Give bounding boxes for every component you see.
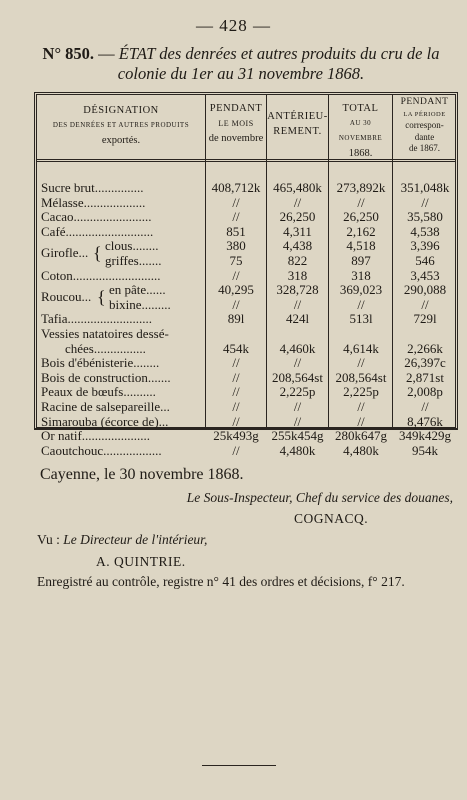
place-date: Cayenne, le 30 novembre 1868. <box>40 466 244 483</box>
cell-periode: 4,538 <box>410 223 440 239</box>
row-label: Sucre brut............... <box>41 181 144 195</box>
brace-icon: { <box>93 243 102 264</box>
header-pendant-mois-l2: LE MOIS <box>218 119 254 128</box>
vu-prefix: Vu : <box>37 532 60 547</box>
cell-mois: 25k493g <box>213 428 259 444</box>
row-label: Coton........................... <box>41 268 161 283</box>
director-name: A. QUINTRIE. <box>96 554 186 569</box>
cell-total: 26,250 <box>343 209 379 225</box>
table-row <box>37 429 455 444</box>
cell-periode: 2,871st <box>406 369 444 385</box>
row-label: Simarouba (écorce de)... <box>41 414 169 429</box>
group-label-girofle: Girofle... <box>41 245 89 261</box>
cell-anterieur: 4,438 <box>282 238 313 254</box>
cell-mois: // <box>232 442 240 458</box>
table-row <box>37 312 455 327</box>
title-dash: — <box>98 44 115 63</box>
cell-periode: 349k429g <box>399 428 451 444</box>
table-row <box>37 210 455 225</box>
header-pendant-periode-l4: dante <box>414 131 435 142</box>
cell-mois: 454k <box>223 340 249 356</box>
cell-anterieur: 255k454g <box>271 428 324 444</box>
row-label: Racine de salsepareille... <box>41 399 170 414</box>
table-row <box>37 254 455 269</box>
cell-anterieur: // <box>293 296 302 312</box>
header-designation-l2: DES DENRÉES ET AUTRES PRODUITS <box>52 121 190 129</box>
cell-mois: // <box>232 413 240 429</box>
cell-mois: // <box>232 209 240 225</box>
cell-total: 4,614k <box>343 340 379 356</box>
cell-total: 4,518 <box>346 238 376 254</box>
table-row <box>37 400 455 415</box>
cell-anterieur: // <box>293 355 302 371</box>
header-designation <box>37 103 205 148</box>
cell-total: // <box>357 413 365 429</box>
table-bottom-rule <box>34 428 458 429</box>
title-line-2: colonie du 1er au 31 novembre 1868. <box>117 64 365 83</box>
table-row <box>37 342 455 357</box>
cell-anterieur: 4,480k <box>279 442 316 458</box>
table-row <box>37 385 455 400</box>
brace-icon: { <box>97 287 106 308</box>
cell-total: 513l <box>349 311 373 327</box>
cell-anterieur: 208,564st <box>272 369 323 385</box>
page-number: — 428 — <box>196 16 271 35</box>
cell-mois: 40,295 <box>218 282 254 298</box>
signer-name: COGNACQ. <box>294 511 369 526</box>
header-anterieurement <box>267 109 328 139</box>
cell-total: 897 <box>351 252 371 268</box>
cell-mois: 380 <box>226 238 246 254</box>
cell-periode: 2,008p <box>407 384 443 400</box>
cell-total: // <box>357 355 365 371</box>
cell-anterieur: // <box>293 398 302 414</box>
header-pendant-periode-l2: LA PÉRIODE <box>403 110 446 118</box>
table-row <box>37 327 455 342</box>
row-label: Vessies natatoires dessé- <box>41 326 169 341</box>
row-label: Cacao........................ <box>41 210 152 225</box>
table-body <box>37 181 455 458</box>
vu-line <box>37 532 207 548</box>
header-total <box>329 101 392 161</box>
header-pendant-mois <box>206 101 266 146</box>
header-anterieurement-l2: REMENT. <box>273 126 322 137</box>
cell-total: 369,023 <box>339 282 383 298</box>
cell-anterieur: // <box>293 194 302 210</box>
cell-total: // <box>357 194 365 210</box>
cell-anterieur: 4,460k <box>279 340 316 356</box>
cell-periode: 35,580 <box>407 209 443 225</box>
row-label: Tafia.......................... <box>41 312 153 327</box>
cell-mois: 408,712k <box>211 180 261 195</box>
cell-anterieur: 465,480k <box>273 180 322 195</box>
header-pendant-periode-l5: de 1867. <box>409 143 440 153</box>
header-anterieurement-l1: ANTÉRIEU- <box>267 111 328 122</box>
header-separator <box>37 159 455 162</box>
cell-anterieur: 328,728 <box>276 282 319 298</box>
cell-total: // <box>357 398 365 414</box>
group-label-roucou: Roucou... <box>41 289 92 305</box>
cell-mois: // <box>232 384 240 400</box>
row-label: bixine......... <box>109 297 171 312</box>
cell-anterieur: 4,311 <box>283 223 312 239</box>
cell-total: 280k647g <box>335 428 387 444</box>
cell-periode: 351,048k <box>400 180 450 195</box>
cell-anterieur: 318 <box>287 267 308 283</box>
cell-mois: 89l <box>227 311 245 327</box>
cell-total: 4,480k <box>343 442 379 458</box>
table-row <box>37 225 455 240</box>
cell-anterieur: 26,250 <box>279 209 316 225</box>
row-label: Bois de construction....... <box>41 370 171 385</box>
cell-total: 2,225p <box>343 384 379 400</box>
cell-mois: // <box>232 296 240 312</box>
cell-mois: // <box>232 194 240 210</box>
row-label: clous........ <box>105 239 159 254</box>
header-pendant-periode <box>393 97 456 155</box>
header-total-l3: 1868. <box>348 148 373 159</box>
cell-anterieur: // <box>293 413 302 429</box>
table-row <box>37 356 455 371</box>
cell-periode: 290,088 <box>403 282 447 298</box>
registration-note: Enregistré au contrôle, registre n° 41 des ordres et décisions, f° 217. <box>37 574 405 589</box>
row-label: Or natif..................... <box>41 429 151 444</box>
cell-periode: // <box>421 194 429 210</box>
row-label: Bois d'ébénisterie........ <box>41 356 160 371</box>
cell-total: 318 <box>351 267 371 283</box>
cell-anterieur: 2,225p <box>279 384 316 400</box>
cell-total: // <box>357 296 365 312</box>
cell-periode: 3,453 <box>410 267 440 283</box>
title-line-1: ÉTAT des denrées et autres produits du cru de la <box>118 44 440 63</box>
cell-mois: // <box>232 398 240 414</box>
row-label: en pâte...... <box>109 283 166 298</box>
cell-periode: 729l <box>413 311 437 327</box>
cell-periode: 2,266k <box>407 340 443 356</box>
table-row <box>37 298 455 313</box>
row-label: Mélasse................... <box>41 195 146 210</box>
row-label: Peaux de bœufs.......... <box>41 385 156 400</box>
cell-total: 2,162 <box>346 223 376 239</box>
signer-title: Le Sous-Inspecteur, Chef du service des douanes, <box>186 490 453 505</box>
row-label: griffes....... <box>105 253 162 268</box>
cell-periode: 954k <box>412 442 438 458</box>
cell-total: 273,892k <box>336 180 386 195</box>
cell-mois: // <box>232 369 240 385</box>
table-row <box>37 181 455 196</box>
table-row <box>37 196 455 211</box>
row-label: Caoutchouc.................. <box>41 443 162 458</box>
cell-anterieur: 424l <box>285 311 310 327</box>
cell-anterieur: 822 <box>287 252 308 268</box>
cell-mois: 851 <box>226 223 246 239</box>
cell-periode: // <box>421 296 429 312</box>
cell-mois: // <box>232 267 240 283</box>
cell-mois: 75 <box>229 252 243 268</box>
header-total-l2: AU 30 NOVEMBRE <box>338 119 383 142</box>
header-pendant-mois-l3: de novembre <box>208 133 264 144</box>
cell-periode: 26,397c <box>404 355 446 371</box>
cell-periode: // <box>421 398 429 414</box>
exports-table <box>34 92 458 458</box>
cell-total: 208,564st <box>335 369 387 385</box>
cell-mois: // <box>232 355 240 371</box>
table-row <box>37 444 455 459</box>
table-row <box>37 415 455 430</box>
header-total-l1: TOTAL <box>342 103 379 114</box>
header-designation-l1: DÉSIGNATION <box>83 105 159 116</box>
header-pendant-periode-l1: PENDANT <box>400 97 449 107</box>
table-row <box>37 371 455 386</box>
document-title <box>26 44 456 84</box>
page-bottom-rule <box>202 765 276 766</box>
document-number: N° 850. <box>42 44 95 63</box>
header-pendant-periode-l3: correspon- <box>405 120 444 130</box>
row-label: chées................ <box>65 341 146 356</box>
header-pendant-mois-l1: PENDANT <box>209 103 263 114</box>
header-designation-l3: exportés. <box>101 135 141 146</box>
vu-text: Le Directeur de l'intérieur, <box>63 532 208 547</box>
table-row <box>37 269 455 284</box>
cell-periode: 8,476k <box>407 413 443 429</box>
cell-periode: 546 <box>415 252 435 268</box>
cell-periode: 3,396 <box>410 238 440 254</box>
row-label: Café........................... <box>41 224 154 239</box>
